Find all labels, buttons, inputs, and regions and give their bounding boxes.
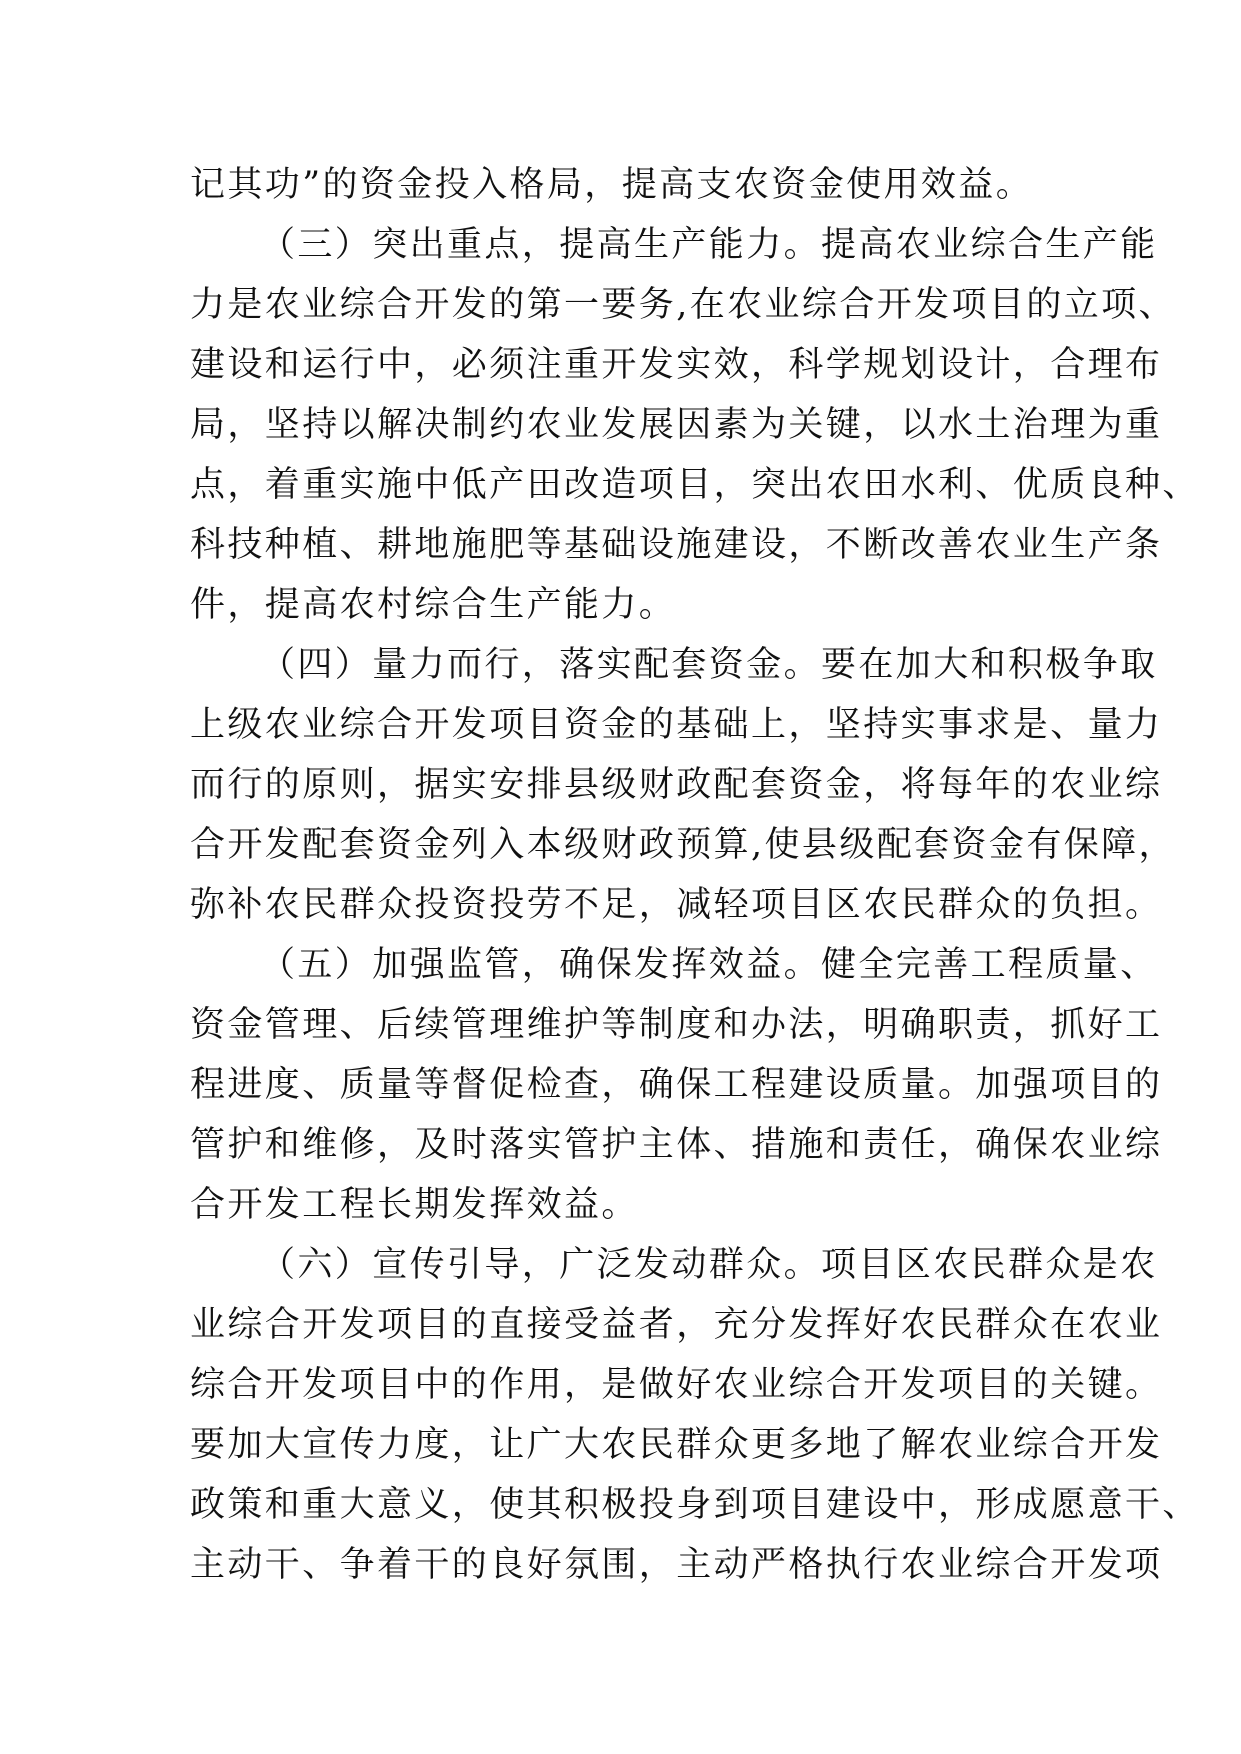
text-line: 上级农业综合开发项目资金的基础上，坚持实事求是、量力 xyxy=(190,705,1163,745)
text-line: 主动干、争着干的良好氛围，主动严格执行农业综合开发项 xyxy=(190,1545,1163,1585)
text-line: 记其功”的资金投入格局，提高支农资金使用效益。 xyxy=(190,165,1034,205)
text-line: 弥补农民群众投资投劳不足，减轻项目区农民群众的负担。 xyxy=(190,885,1163,925)
text-line: 管护和维修，及时落实管护主体、措施和责任，确保农业综 xyxy=(190,1125,1163,1165)
text-line: 程进度、质量等督促检查，确保工程建设质量。加强项目的 xyxy=(190,1065,1163,1105)
text-line: 力是农业综合开发的第一要务,在农业综合开发项目的立项、 xyxy=(190,285,1176,325)
text-line: 科技种植、耕地施肥等基础设施建设，不断改善农业生产条 xyxy=(190,525,1163,565)
text-line: 综合开发项目中的作用，是做好农业综合开发项目的关键。 xyxy=(190,1365,1163,1405)
paragraph-heading-3: （三）突出重点，提高生产能力。提高农业综合生产能 xyxy=(260,225,1158,265)
paragraph-heading-5: （五）加强监管，确保发挥效益。健全完善工程质量、 xyxy=(260,945,1158,985)
text-line: 件，提高农村综合生产能力。 xyxy=(190,585,677,625)
text-line: 建设和运行中，必须注重开发实效，科学规划设计，合理布 xyxy=(190,345,1163,385)
text-line: 局，坚持以解决制约农业发展因素为关键，以水土治理为重 xyxy=(190,405,1163,445)
text-line: 业综合开发项目的直接受益者，充分发挥好农民群众在农业 xyxy=(190,1305,1163,1345)
text-line: 政策和重大意义，使其积极投身到项目建设中，形成愿意干、 xyxy=(190,1485,1200,1525)
text-line: 而行的原则，据实安排县级财政配套资金，将每年的农业综 xyxy=(190,765,1163,805)
text-line: 要加大宣传力度，让广大农民群众更多地了解农业综合开发 xyxy=(190,1425,1163,1465)
text-line: 点，着重实施中低产田改造项目，突出农田水利、优质良种、 xyxy=(190,465,1200,505)
paragraph-heading-4: （四）量力而行，落实配套资金。要在加大和积极争取 xyxy=(260,645,1158,685)
document-body xyxy=(190,155,1200,1595)
text-line: 合开发配套资金列入本级财政预算,使县级配套资金有保障， xyxy=(190,825,1176,865)
paragraph-heading-6: （六）宣传引导，广泛发动群众。项目区农民群众是农 xyxy=(260,1245,1158,1285)
text-line: 资金管理、后续管理维护等制度和办法，明确职责，抓好工 xyxy=(190,1005,1163,1045)
text-line: 合开发工程长期发挥效益。 xyxy=(190,1185,639,1225)
